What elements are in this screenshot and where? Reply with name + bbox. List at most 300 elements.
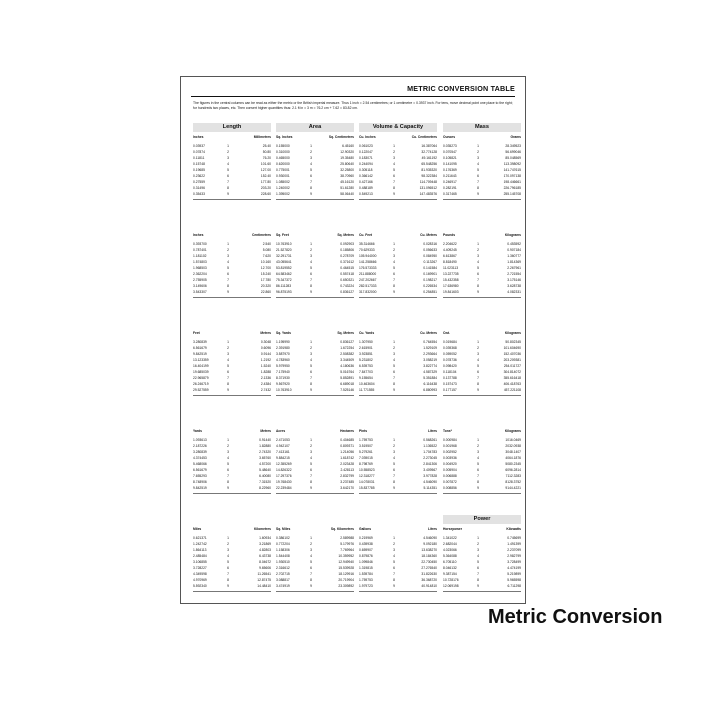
center-value: 5 [393, 266, 395, 270]
value-left: 7.039015 [359, 456, 373, 460]
center-value: 7 [477, 572, 479, 576]
group-rule [193, 591, 271, 592]
value-left: 5.231802 [359, 358, 373, 362]
value-right: 5.016764 [340, 370, 354, 374]
table-row [359, 387, 437, 393]
value-left: 0.27559 [193, 180, 205, 184]
center-value: 3 [477, 156, 479, 160]
value-left: 0.07874 [193, 150, 205, 154]
value-right: 9144.4221 [505, 486, 521, 490]
value-left: 9.842519 [193, 486, 207, 490]
value-left: 0.244094 [359, 162, 373, 166]
unit-label-right: Kilometres [253, 527, 271, 531]
value-left: 317.832000 [359, 290, 377, 294]
value-right: 32.25800 [340, 168, 354, 172]
value-left: 1.341022 [443, 536, 457, 540]
value-left: 1.864113 [193, 548, 207, 552]
conversion-block [443, 135, 521, 201]
table-row [193, 485, 271, 491]
value-right: 8128.3752 [505, 480, 521, 484]
value-left: 4.349598 [193, 572, 207, 576]
unit-label-right: Kilograms [504, 429, 521, 433]
value-right: 0.745699 [507, 536, 521, 540]
value-left: 1.195990 [276, 340, 290, 344]
center-value: 2 [393, 346, 395, 350]
center-value: 6 [227, 370, 229, 374]
value-right: 1.491399 [507, 542, 521, 546]
table-row [193, 387, 271, 393]
value-right: 0.371612 [340, 260, 354, 264]
value-right: 4064.1876 [505, 456, 521, 460]
value-right: 1.814369 [507, 260, 521, 264]
value-right: 0.185806 [340, 248, 354, 252]
center-value: 2 [393, 444, 395, 448]
value-left: 0.006888 [443, 474, 457, 478]
value-right: 16.387064 [421, 144, 437, 148]
value-right: 255.145708 [503, 192, 521, 196]
value-right: 5.219899 [507, 572, 521, 576]
value-right: 12.87475 [257, 578, 271, 582]
value-left: 1.759753 [359, 438, 373, 442]
value-left: 17.297376 [276, 474, 292, 478]
value-left: 4.970969 [193, 578, 207, 582]
unit-label-left: Sq. Inches [276, 135, 293, 139]
unit-label-right: Kilograms [504, 331, 521, 335]
center-value: 6 [227, 566, 229, 570]
center-value: 9 [477, 584, 479, 588]
value-left: 10.558523 [359, 468, 375, 472]
unit-label-left: Sq. Miles [276, 527, 291, 531]
center-value: 8 [310, 480, 312, 484]
conversion-block [193, 331, 271, 397]
value-left: 1.759753 [359, 578, 373, 582]
center-value: 1 [227, 144, 229, 148]
value-right: 20.719904 [338, 578, 354, 582]
value-right: 0.169901 [423, 272, 437, 276]
table-row [276, 485, 354, 491]
center-value: 5 [477, 266, 479, 270]
conversion-sheet [180, 76, 526, 604]
value-right: 355.616418 [503, 376, 521, 380]
value-right: 15.240 [260, 272, 271, 276]
value-left: 1.930510 [276, 560, 290, 564]
value-left: 2.682044 [443, 542, 457, 546]
center-value: 1 [393, 438, 395, 442]
unit-label-left: Cu. Inches [359, 135, 376, 139]
value-left: 10.763910 [276, 388, 292, 392]
value-right: 2.4384 [260, 382, 271, 386]
value-right: 2.589988 [340, 536, 354, 540]
value-right: 5080.2345 [505, 462, 521, 466]
value-right: 12.949940 [338, 560, 354, 564]
center-value: 6 [310, 174, 312, 178]
center-value: 5 [227, 266, 229, 270]
unit-label-right: Sq. Metres [337, 233, 354, 237]
center-value: 3 [310, 548, 312, 552]
center-value: 7 [393, 180, 395, 184]
center-value: 5 [310, 364, 312, 368]
center-value: 3 [393, 352, 395, 356]
center-value: 9 [227, 388, 229, 392]
value-left: 4.374453 [193, 456, 207, 460]
center-value: 3 [477, 254, 479, 258]
unit-label-left: Yards [193, 429, 202, 433]
center-value: 4 [477, 554, 479, 558]
center-value: 7 [310, 180, 312, 184]
value-right: 22.730450 [421, 560, 437, 564]
value-left: 1.181102 [193, 254, 207, 258]
value-right: 8.04672 [259, 560, 271, 564]
value-left: 15.837785 [359, 486, 375, 490]
value-right: 32.774128 [421, 150, 437, 154]
value-left: 1.544408 [276, 554, 290, 558]
value-right: 10.359952 [338, 554, 354, 558]
value-right: 1.529109 [423, 346, 437, 350]
conversion-block [193, 527, 271, 593]
group-rule [359, 395, 437, 396]
value-left: 0.061023 [359, 144, 373, 148]
value-left: 0.078736 [443, 358, 457, 362]
center-value: 4 [477, 162, 479, 166]
value-right: 1.82880 [259, 444, 271, 448]
center-value: 5 [227, 364, 229, 368]
center-value: 4 [310, 554, 312, 558]
center-value: 6 [477, 174, 479, 178]
center-value: 6 [227, 468, 229, 472]
center-value: 2 [310, 346, 312, 350]
value-right: 2.1336 [260, 376, 271, 380]
center-value: 2 [227, 346, 229, 350]
center-value: 9 [310, 584, 312, 588]
center-value: 7 [227, 278, 229, 282]
center-value: 5 [393, 168, 395, 172]
value-right: 0.084950 [423, 254, 437, 258]
value-right: 3.175146 [507, 278, 521, 282]
center-value: 6 [477, 566, 479, 570]
center-value: 1 [310, 438, 312, 442]
value-left: 0.772204 [276, 542, 290, 546]
value-right: 6.116438 [423, 382, 437, 386]
value-left: 0.393700 [193, 242, 207, 246]
value-right: 17.780 [260, 278, 271, 282]
group-rule [443, 199, 521, 200]
value-right: 0.650321 [340, 278, 354, 282]
value-left: 0.427166 [359, 180, 373, 184]
value-right: 12.700 [260, 266, 271, 270]
value-right: 228.60 [260, 192, 271, 196]
intro-text: The figures in the central columns can be read as either the metric or the British imperial measure. Thus 1 inch = 2.54 centimetres; or 1 centimetre = 0.3937 inch. For tens, move decimal point one place to the right; for hundreds two places, etc. Then convert higher quantities thus: 2.1 ft in = 3 m = 76.2 cm + 7.62 = 83.82 cm. [193, 101, 513, 110]
value-left: 43.055641 [276, 260, 292, 264]
value-left: 96.875193 [276, 290, 292, 294]
value-left: 0.488189 [359, 186, 373, 190]
center-value: 2 [477, 542, 479, 546]
value-left: 86.111283 [276, 284, 292, 288]
center-value: 3 [310, 450, 312, 454]
center-value: 7 [310, 474, 312, 478]
value-right: 226.796185 [503, 186, 521, 190]
unit-label-right: Grams [510, 135, 521, 139]
center-value: 1 [227, 242, 229, 246]
value-left: 0.11811 [193, 156, 205, 160]
value-right: 4.57200 [259, 462, 271, 466]
center-value: 7 [477, 180, 479, 184]
group-rule [276, 591, 354, 592]
center-value: 9 [310, 290, 312, 294]
value-right: 0.453592 [507, 242, 521, 246]
value-left: 0.155000 [276, 144, 290, 148]
value-left: 0.070547 [443, 150, 457, 154]
center-value: 5 [310, 266, 312, 270]
center-value: 8 [393, 382, 395, 386]
conversion-block [443, 429, 521, 495]
value-left: 13.227735 [443, 272, 459, 276]
table-row [276, 387, 354, 393]
value-right: 36.368720 [421, 578, 437, 582]
conversion-block [443, 527, 521, 593]
value-right: 58.06440 [340, 192, 354, 196]
value-left: 8.798769 [359, 462, 373, 466]
center-value: 2 [310, 150, 312, 154]
center-value: 4 [477, 260, 479, 264]
value-right: 0.092903 [340, 242, 354, 246]
value-right: 10.160 [260, 260, 271, 264]
value-left: 6.561679 [193, 346, 207, 350]
value-left: 0.31496 [193, 186, 205, 190]
center-value: 3 [477, 352, 479, 356]
value-left: 0.008856 [443, 486, 457, 490]
value-right: 8.22960 [259, 486, 271, 490]
center-value: 8 [227, 186, 229, 190]
value-left: 1.539784 [359, 572, 373, 576]
value-left: 3.280839 [193, 450, 207, 454]
center-value: 7 [227, 474, 229, 478]
center-value: 1 [227, 340, 229, 344]
value-right: 0.743224 [340, 284, 354, 288]
unit-label-left: Horsepower [443, 527, 463, 531]
value-right: 0.113267 [423, 260, 437, 264]
group-rule [443, 297, 521, 298]
group-rule [276, 395, 354, 396]
center-value: 7 [393, 474, 395, 478]
value-right: 4.546090 [423, 480, 437, 484]
center-value: 8 [393, 186, 395, 190]
value-right: 0.9144 [260, 352, 271, 356]
group-rule [193, 395, 271, 396]
group-rule [276, 493, 354, 494]
value-left: 0.157473 [443, 382, 457, 386]
value-left: 12.355269 [276, 462, 292, 466]
value-right: 50.80 [262, 150, 271, 154]
unit-label-left: Feet [193, 331, 200, 335]
unit-label-right: Cu. Metres [420, 233, 437, 237]
value-left: 5.364088 [443, 554, 457, 558]
center-value: 9 [477, 486, 479, 490]
value-right: 0.141584 [423, 266, 437, 270]
value-right: 1.136522 [423, 444, 437, 448]
value-left: 2.204622 [443, 242, 457, 246]
conversion-block [276, 233, 354, 299]
value-right: 0.404685 [340, 438, 354, 442]
value-right: 28.349523 [505, 144, 521, 148]
value-right: 51.61280 [340, 186, 354, 190]
value-right: 0.836127 [340, 290, 354, 294]
center-value: 4 [477, 456, 479, 460]
value-left: 0.15748 [193, 162, 205, 166]
value-right: 0.907184 [507, 248, 521, 252]
section-header-mass: Mass [443, 123, 521, 132]
center-value: 2 [477, 150, 479, 154]
value-right: 5.351884 [423, 376, 437, 380]
center-value: 2 [310, 248, 312, 252]
unit-label-right: Sq. Kilometres [330, 527, 354, 531]
table-row [443, 485, 521, 491]
value-right: 7.31520 [259, 480, 271, 484]
value-right: 2.428113 [340, 468, 354, 472]
value-right: 3.237485 [340, 480, 354, 484]
value-right: 3048.1407 [505, 450, 521, 454]
value-right: 2.982799 [507, 554, 521, 558]
value-right: 114.709448 [419, 180, 437, 184]
value-right: 0.91440 [259, 438, 271, 442]
unit-label-left: Cu. Yards [359, 331, 375, 335]
center-value: 6 [310, 566, 312, 570]
value-left: 0.439938 [359, 542, 373, 546]
value-left: 0.003936 [443, 456, 457, 460]
value-left: 1.085002 [276, 180, 290, 184]
value-right: 2.023428 [340, 462, 354, 466]
value-left: 29.527559 [193, 388, 209, 392]
value-left: 11.771555 [359, 388, 375, 392]
value-left: 0.004920 [443, 462, 457, 466]
center-value: 3 [310, 254, 312, 258]
value-left: 0.035273 [443, 144, 457, 148]
value-left: 3.519507 [359, 444, 373, 448]
value-left: 8.748906 [193, 480, 207, 484]
value-right: 0.557418 [340, 272, 354, 276]
value-right: 2032.0938 [505, 444, 521, 448]
value-left: 15.432358 [443, 278, 459, 282]
section-header-power: Power [443, 515, 521, 524]
value-left: 7.655293 [193, 474, 207, 478]
center-value: 7 [227, 376, 229, 380]
value-left: 16.404199 [193, 364, 209, 368]
center-value: 4 [227, 358, 229, 362]
center-value: 5 [227, 168, 229, 172]
conversion-block [359, 135, 437, 201]
value-right: 23.309892 [338, 584, 354, 588]
center-value: 6 [477, 370, 479, 374]
value-left: 0.002952 [443, 450, 457, 454]
value-left: 5.592340 [193, 584, 207, 588]
table-row [276, 191, 354, 197]
value-right: 20.320 [260, 284, 271, 288]
value-right: 203.209381 [503, 358, 521, 362]
value-right: 203.20 [260, 186, 271, 190]
center-value: 2 [393, 542, 395, 546]
value-left: 0.930001 [276, 174, 290, 178]
value-left: 0.001968 [443, 444, 457, 448]
center-value: 8 [227, 382, 229, 386]
value-left: 75.347372 [276, 278, 292, 282]
value-left: 0.211643 [443, 174, 457, 178]
center-value: 2 [393, 248, 395, 252]
unit-label-left: Cwt. [443, 331, 450, 335]
value-left: 0.141095 [443, 162, 457, 166]
value-right: 7112.3283 [505, 474, 521, 478]
value-right: 4.180636 [340, 364, 354, 368]
value-left: 0.305118 [359, 168, 373, 172]
value-left: 4.942107 [276, 444, 290, 448]
center-value: 7 [393, 572, 395, 576]
value-left: 11.023113 [443, 266, 459, 270]
unit-label-right: Cu. Centimetres [411, 135, 437, 139]
unit-label-right: Kilograms [504, 233, 521, 237]
center-value: 6 [310, 468, 312, 472]
group-rule [359, 199, 437, 200]
unit-label-right: Centimetres [251, 233, 271, 237]
value-left: 141.258666 [359, 260, 377, 264]
center-value: 9 [310, 486, 312, 490]
value-right: 1.704783 [423, 450, 437, 454]
value-right: 11.26541 [257, 572, 271, 576]
value-left: 10.763910 [276, 242, 292, 246]
unit-label-right: Cu. Metres [420, 331, 437, 335]
section-header-length: Length [193, 123, 271, 132]
caption: Metric Conversion [488, 606, 663, 628]
center-value: 9 [477, 192, 479, 196]
value-right: 3.728499 [507, 560, 521, 564]
unit-label-right: Sq. Centimetres [328, 135, 354, 139]
center-value: 6 [227, 272, 229, 276]
unit-label-left: Ounces [443, 135, 456, 139]
value-right: 0.464515 [340, 266, 354, 270]
center-value: 3 [310, 352, 312, 356]
center-value: 4 [310, 456, 312, 460]
value-left: 0.03937 [193, 144, 205, 148]
value-right: 25.40 [262, 144, 271, 148]
center-value: 3 [393, 156, 395, 160]
value-right: 49.161192 [421, 156, 437, 160]
value-right: 5.179976 [340, 542, 354, 546]
group-rule [359, 297, 437, 298]
group-rule [193, 199, 271, 200]
center-value: 7 [310, 278, 312, 282]
table-row [443, 387, 521, 393]
value-left: 3.728227 [193, 566, 207, 570]
value-right: 0.198217 [423, 278, 437, 282]
value-right: 101.60 [260, 162, 271, 166]
center-value: 5 [477, 168, 479, 172]
value-right: 98.322384 [421, 174, 437, 178]
value-right: 170.097138 [503, 174, 521, 178]
center-value: 4 [227, 162, 229, 166]
value-left: 0.137788 [443, 376, 457, 380]
unit-label-left: Inches [193, 233, 204, 237]
value-right: 45.16120 [340, 180, 354, 184]
value-left: 0.879876 [359, 554, 373, 558]
center-value: 3 [393, 548, 395, 552]
table-row [443, 289, 521, 295]
value-left: 26.246719 [193, 382, 209, 386]
value-left: 176.573333 [359, 266, 377, 270]
value-right: 2.508382 [340, 352, 354, 356]
unit-label-right: Litres [428, 527, 437, 531]
center-value: 5 [310, 462, 312, 466]
value-right: 0.226534 [423, 284, 437, 288]
value-left: 3.088817 [276, 578, 290, 582]
center-value: 9 [227, 486, 229, 490]
value-left: 7.847703 [359, 370, 373, 374]
